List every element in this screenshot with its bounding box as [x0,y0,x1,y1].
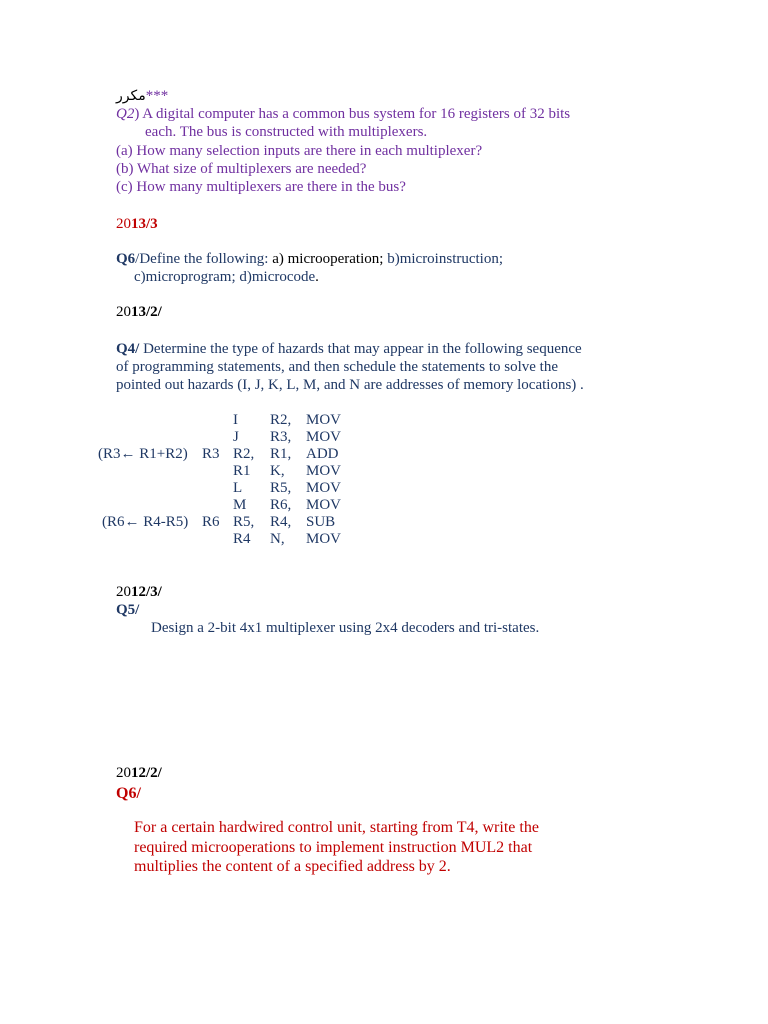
q2-part-c: (c) How many multiplexers are there in the bus? [116,179,406,195]
q5-label: Q5/ [116,602,140,618]
row-operand2: R6, [270,497,292,513]
q2-line1-text: ) A digital computer has a common bus system for 16 registers of 32 bits [134,106,571,122]
q2-line2: each. The bus is constructed with multiplexers. [145,124,428,140]
row-operand2: R4, [270,514,292,530]
year-heading-2012-3 [116,583,162,601]
q4-line1 [116,340,582,358]
row-dest: R3 [202,446,220,462]
repeat-mark-arabic: مكرر [116,88,146,104]
row-operand2: R1, [270,446,292,462]
q6-hardwired-line2: required microoperations to implement instruction MUL2 that [134,839,533,856]
q6-define-line2 [134,268,319,286]
q2-line1 [116,105,570,123]
row-operand1: J [233,429,239,445]
row-opcode: MOV [306,429,342,445]
q6-slash-text: /Define the following: [135,251,273,267]
year-bold: 13/3 [131,216,158,232]
q6-rest: b)microinstruction; [387,251,504,267]
row-operand2: N, [270,531,285,547]
year-heading-2013-3 [116,215,158,233]
q6-hardwired-label: Q6/ [116,785,141,802]
row-dest: R6 [202,514,220,530]
repeat-marker [116,87,168,105]
year-heading-2012-2 [116,764,162,782]
year-prefix: 20 [116,765,131,781]
year-bold: 12/2/ [131,765,162,781]
repeat-stars: *** [145,88,169,104]
row-operand2: R5, [270,480,292,496]
row-operand1: I [233,412,238,428]
row-operand1: R4 [233,531,251,547]
row-opcode: ADD [306,446,339,462]
year-prefix: 20 [116,304,131,320]
row-operand1: R5, [233,514,255,530]
q6-line2-text: c)microprogram; d)microcode [134,269,316,285]
year-prefix: 20 [116,216,131,232]
row-operand1: R2, [233,446,255,462]
row-comment: (R6← R4-R5) [102,514,189,530]
q5-text: Design a 2-bit 4x1 multiplexer using 2x4 decoders and tri-states. [151,620,540,636]
row-opcode: MOV [306,497,342,513]
q6-label: Q6 [116,251,136,267]
row-opcode: MOV [306,531,342,547]
row-operand2: R2, [270,412,292,428]
q4-line2: of programming statements, and then schedule the statements to solve the [116,359,558,375]
row-opcode: MOV [306,463,342,479]
year-bold: 12/3/ [131,584,162,600]
row-operand1: R1 [233,463,251,479]
row-opcode: MOV [306,412,342,428]
q4-line1-text: Determine the type of hazards that may appear in the following sequence [139,341,582,357]
row-operand1: M [233,497,247,513]
q6-hardwired-line1: For a certain hardwired control unit, starting from T4, write the [134,819,539,836]
q2-label: Q2 [116,106,135,122]
q2-part-b: (b) What size of multiplexers are needed? [116,161,367,177]
row-comment: (R3← R1+R2) [98,446,188,462]
year-bold: 13/2/ [131,304,162,320]
q6-define-line1 [116,250,503,268]
q6-part-a: a) microoperation; [272,251,388,267]
row-opcode: MOV [306,480,342,496]
q6-hardwired-line3: multiplies the content of a specified address by 2. [134,858,451,875]
row-operand2: R3, [270,429,292,445]
q4-label: Q4/ [116,341,140,357]
q2-part-a: (a) How many selection inputs are there in each multiplexer? [116,143,483,159]
row-opcode: SUB [306,514,336,530]
q4-line3: pointed out hazards (I, J, K, L, M, and N are addresses of memory locations) . [116,377,584,393]
year-heading-2013-2 [116,303,162,321]
row-operand2: K, [270,463,285,479]
year-prefix: 20 [116,584,131,600]
q6-period: . [315,269,319,285]
row-operand1: L [233,480,243,496]
